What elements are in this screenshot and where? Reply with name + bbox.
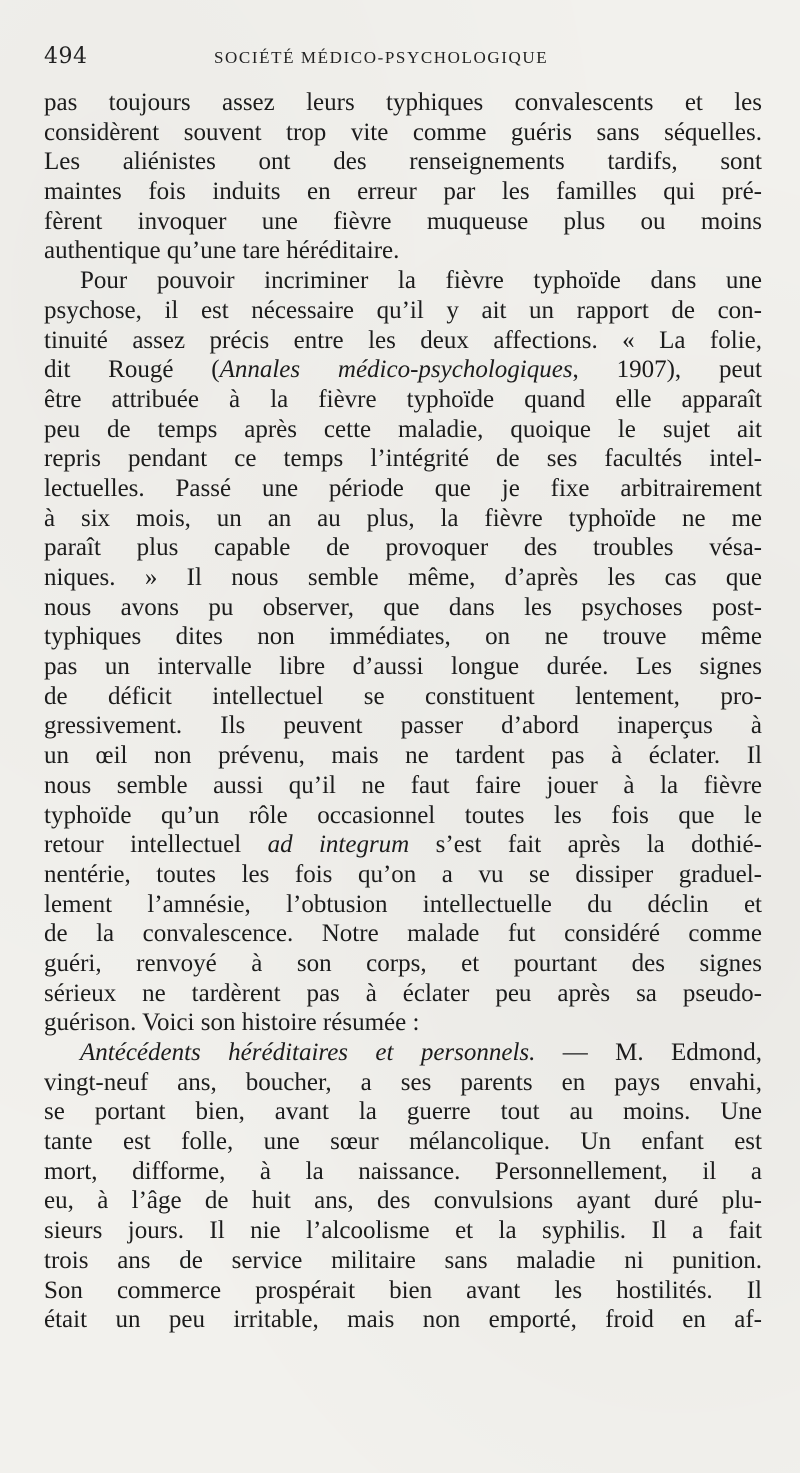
text-line: de déficit intellectuel se constituent lentement, pro- [44,682,762,710]
italic-title: Antécédents héréditaires et personnels. [80,1039,536,1066]
italic-title: Annales médico-psychologiques [219,356,573,384]
text-segment: dit Rougé ( [44,356,220,384]
text-line: psychose, il est nécessaire qu’il y ait un rapport de con- [44,296,762,324]
italic-title: ad integrum [267,831,410,859]
text-line: gressivement. Ils peuvent passer d’abord inaperçus à [44,712,762,740]
text-line [44,355,762,385]
text-line [44,1038,762,1068]
text-line: sérieux ne tardèrent pas à éclater peu après sa pseudo- [44,979,762,1007]
text-line: était un peu irritable, mais non emporté, froid en af- [44,1306,762,1334]
page-header [44,44,756,76]
text-line: lement l’amnésie, l’obtusion intellectuelle du déclin et [44,890,762,918]
running-head: SOCIÉTÉ MÉDICO-PSYCHOLOGIQUE [214,48,549,67]
text-line: sieurs jours. Il nie l’alcoolisme et la syphilis. Il a fait [44,1217,762,1245]
text-line: tinuité assez précis entre les deux affections. « La folie, [44,326,762,354]
text-line: un œil non prévenu, mais ne tardent pas à éclater. Il [44,742,762,770]
text-line: guéri, renvoyé à son corps, et pourtant des signes [44,949,762,977]
text-line: authentique qu’une tare héréditaire. [44,237,400,265]
text-line: Son commerce prospérait bien avant les hostilités. Il [44,1276,762,1304]
text-segment: s’est fait après la dothié- [409,831,762,859]
text-segment: , 1907), peut [572,356,762,384]
text-line: paraît plus capable de provoquer des troubles vésa- [44,534,762,562]
text-line: pas toujours assez leurs typhiques convalescents et les [44,89,762,116]
text-line: typhoïde qu’un rôle occasionnel toutes les fois que le [44,801,762,829]
text-line: fèrent invoquer une fièvre muqueuse plus ou moins [44,207,762,235]
text-line: être attribuée à la fièvre typhoïde quand elle apparaît [44,385,762,413]
text-line: tante est folle, une sœur mélancolique. Un enfant est [44,1128,762,1156]
text-line: mort, difforme, à la naissance. Personnellement, il a [44,1157,762,1185]
body-text [44,88,762,1335]
text-line: nous semble aussi qu’il ne faut faire jouer à la fièvre [44,771,762,799]
text-line: nous avons pu observer, que dans les psychoses post- [44,593,762,621]
text-line: trois ans de service militaire sans maladie ni punition. [44,1246,762,1274]
text-line: Pour pouvoir incriminer la fièvre typhoïde dans une [80,267,762,295]
text-line: vingt-neuf ans, boucher, a ses parents en pays envahi, [44,1068,762,1096]
text-line: Les aliénistes ont des renseignements tardifs, sont [44,148,762,176]
text-line: niques. » Il nous semble même, d’après les cas que [44,564,762,591]
text-line: maintes fois induits en erreur par les familles qui pré- [44,178,762,206]
text-segment: — M. Edmond, [535,1039,762,1066]
text-line: lectuelles. Passé une période que je fixe arbitrairement [44,474,762,502]
text-line: se portant bien, avant la guerre tout au moins. Une [44,1098,762,1126]
text-line: nentérie, toutes les fois qu’on a vu se dissiper graduel- [44,860,762,888]
text-line: eu, à l’âge de huit ans, des convulsions ayant duré plu- [44,1187,762,1215]
page-number: 494 [44,44,88,69]
text-line: guérison. Voici son histoire résumée : [44,1009,420,1037]
text-line: considèrent souvent trop vite comme guéris sans séquelles. [44,118,762,146]
text-segment: retour intellectuel [44,831,268,859]
text-line: pas un intervalle libre d’aussi longue durée. Les signes [44,653,762,681]
text-line: de la convalescence. Notre malade fut considéré comme [44,920,762,948]
text-line: repris pendant ce temps l’intégrité de ses facultés intel- [44,445,762,473]
text-line: peu de temps après cette maladie, quoique le sujet ait [44,415,762,443]
text-line: à six mois, un an au plus, la fièvre typhoïde ne me [44,504,762,532]
text-line [44,830,762,860]
text-line: typhiques dites non immédiates, on ne trouve même [44,623,762,651]
